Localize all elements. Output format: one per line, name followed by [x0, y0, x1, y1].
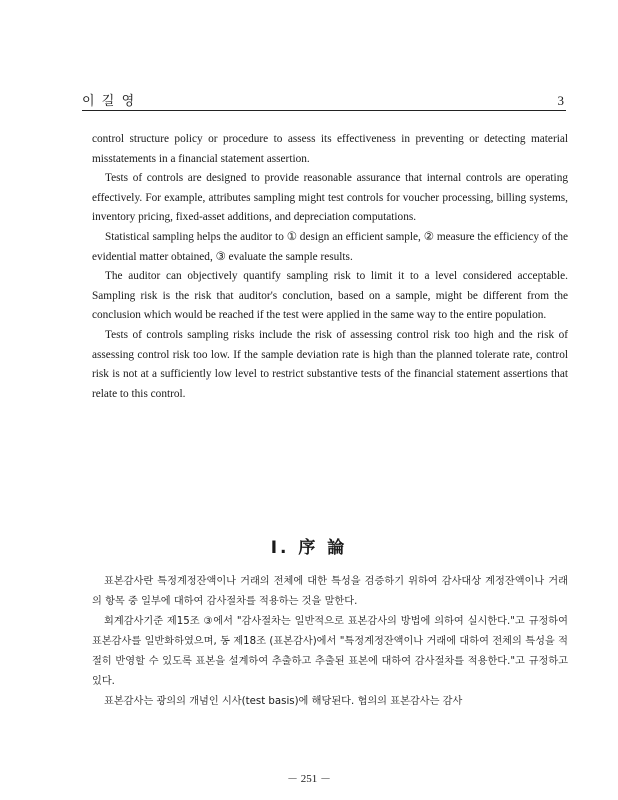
header-rule [82, 110, 566, 111]
paragraph: The auditor can objectively quantify sampling risk to limit it to a level considered acceptable. Sampling risk is the risk that auditor's conclution, based on a sample, might be different from the conclusion which would be reached if the test were applied in the same way to the entire population. [92, 270, 568, 322]
header-page-number: 3 [557, 93, 566, 108]
header-author: 이 길 영 [82, 93, 137, 108]
section-title: Ⅰ. 序 論 [270, 538, 348, 558]
english-body [92, 130, 568, 404]
page-footer: － 251 － [287, 773, 331, 785]
paragraph: 표본감사란 특정계정잔액이나 거래의 전체에 대한 특성을 검증하기 위하여 감사대상 계정잔액이나 거래의 항목 중 일부에 대하여 감사절차를 적용하는 것을 말한다. [92, 576, 568, 607]
paragraph: control structure policy or procedure to assess its effectiveness in preventing or detecting material misstatements in a financial statement assertion. [92, 133, 568, 165]
paragraph: 회계감사기준 제15조 ③에서 "감사절차는 일반적으로 표본감사의 방법에 의하여 실시한다."고 규정하여 표본감사를 일반화하였으며, 동 제18조 (표본감사)에서 "특정계정잔액이나 거래에 대하여 전체의 특성을 적절히 반영할 수 있도록 표본을 설계하여 추출하고 추출된 표본에 대하여 감사절차를 적용한다."고 규정하고 있다. [92, 616, 568, 687]
paragraph: Tests of controls are designed to provide reasonable assurance that internal controls are operating effectively. For example, attributes sampling might test controls for voucher processing, billing systems, inventory pricing, fixed-asset additions, and depreciation computations. [92, 172, 568, 224]
paragraph: 표본감사는 광의의 개념인 시사(test basis)에 해당된다. 협의의 표본감사는 감사 [104, 696, 463, 707]
paragraph: Statistical sampling helps the auditor to ① design an efficient sample, ② measure the efficiency of the evidential matter obtained, ③ evaluate the sample results. [92, 230, 568, 263]
paragraph: Tests of controls sampling risks include the risk of assessing control risk too high and the risk of assessing control risk too low. If the sample deviation rate is high than the planned tolerate rate, control risk is not at a sufficiently low level to restrict substantive tests of the financial statement assertions that relate to this control. [92, 328, 568, 400]
korean-body [92, 572, 568, 712]
